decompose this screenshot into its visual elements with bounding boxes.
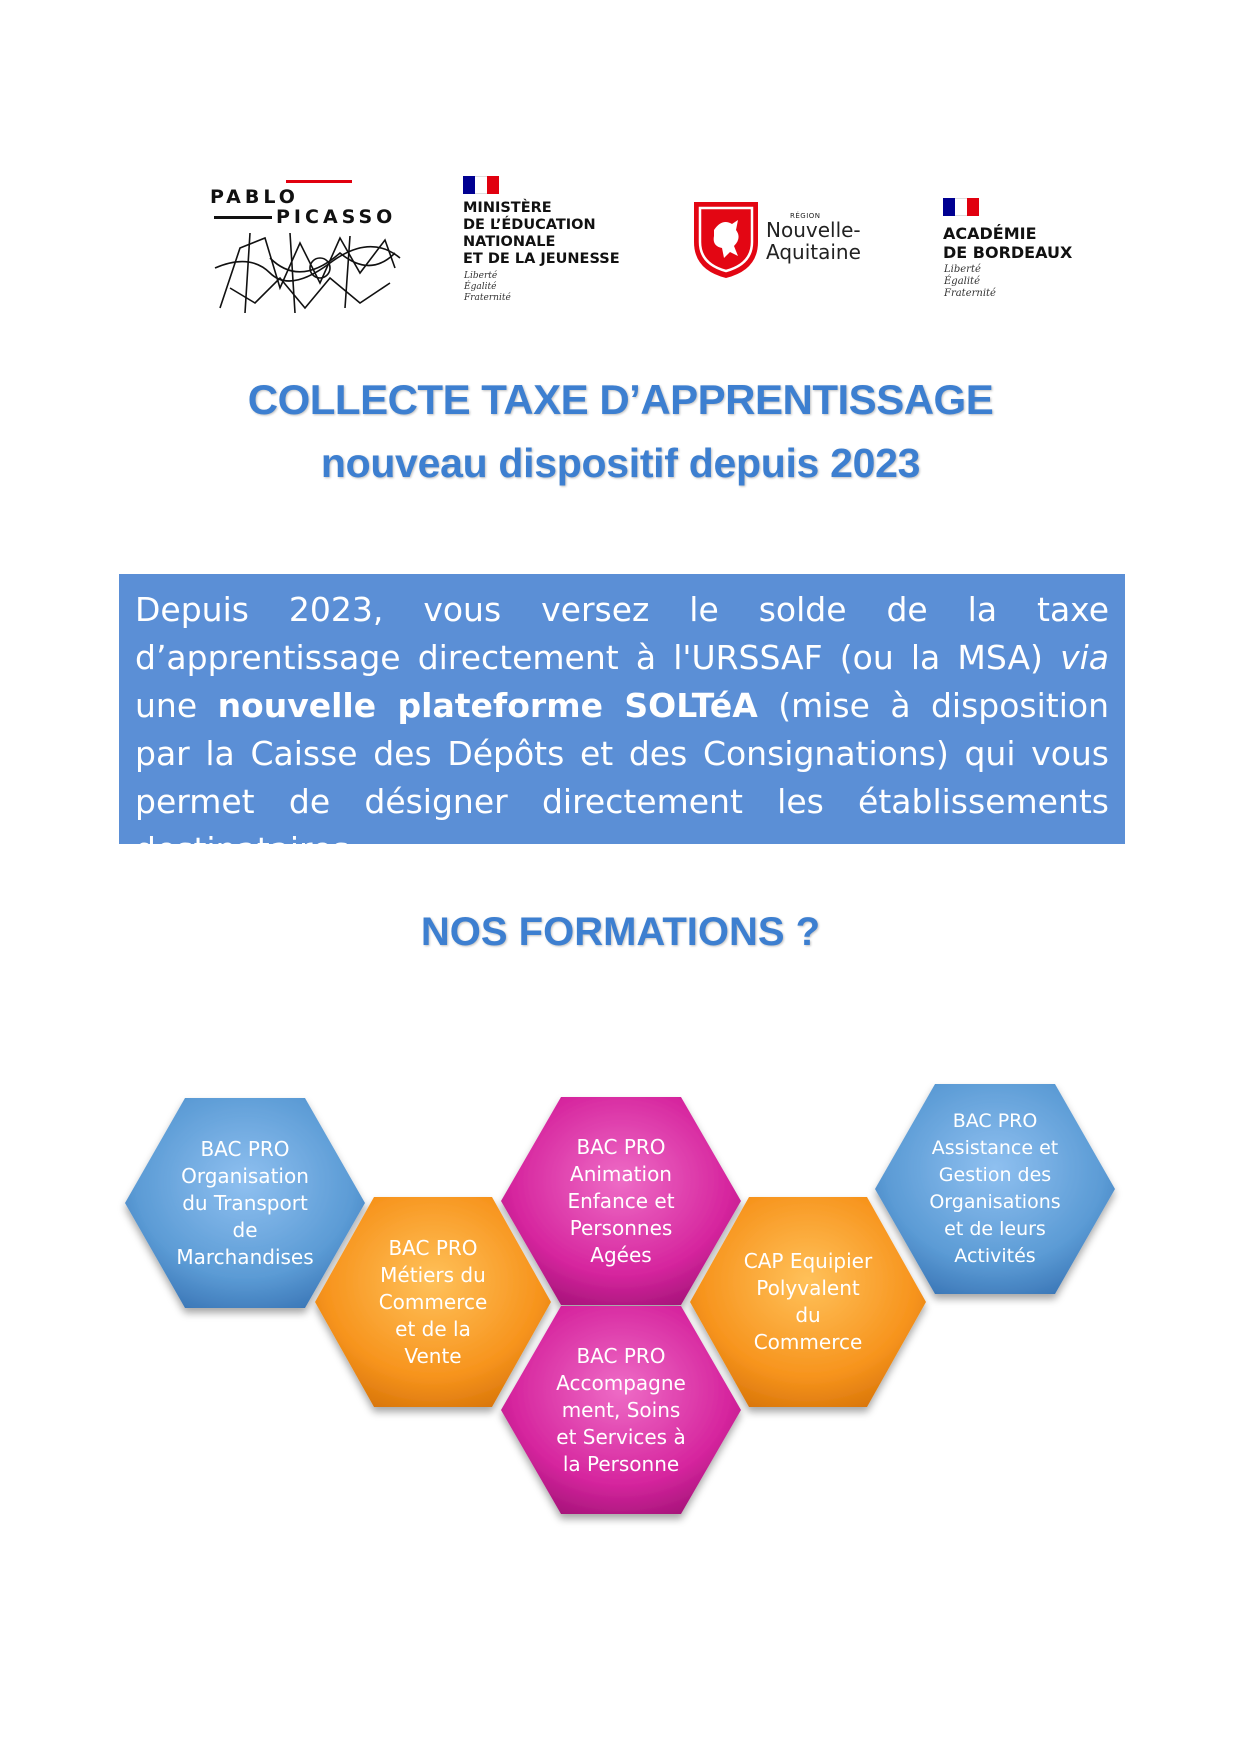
formation-line: et de leurs [944, 1218, 1046, 1240]
region-name: Nouvelle- Aquitaine [766, 218, 861, 264]
page-subtitle: nouveau dispositif depuis 2023 [320, 440, 921, 486]
formation-line: BAC PRO [576, 1134, 666, 1159]
formation-line: Assistance et [931, 1137, 1059, 1159]
formation-line: et de la [395, 1316, 471, 1341]
formation-line: BAC PRO [576, 1343, 666, 1368]
formation-line: Activités [954, 1245, 1036, 1267]
academie-motto: Liberté Égalité Fraternité [944, 264, 996, 299]
formation-line: Polyvalent [756, 1276, 860, 1300]
formation-line: la Personne [562, 1451, 680, 1476]
ministere-name: MINISTÈRE DE L’ÉDUCATION NATIONALE ET DE LA JEUNESSE [463, 200, 620, 267]
formation-line: Animation [570, 1161, 672, 1186]
formation-label-assp [521, 1343, 721, 1478]
formation-label-otm [145, 1136, 345, 1271]
logo-text-pablo: PABLO [210, 186, 299, 208]
formation-label-agora [895, 1108, 1095, 1270]
formation-line: Vente [404, 1343, 462, 1368]
formation-line: ment, Soins [561, 1397, 681, 1422]
info-text: Depuis 2023, vous versez le solde de la taxe d’apprentissage directement à l'URSSAF (ou la MSA) via une nouvelle plateforme SOLTéA (mise à disposition par la Caisse des Dépôts et des Consignations) qui vous permet de désigner directement les établissements destinataires. [135, 590, 1109, 869]
formation-line: Organisation [181, 1163, 309, 1188]
academie-name: ACADÉMIE DE BORDEAUX [943, 224, 1073, 262]
formation-line: Organisations [929, 1191, 1061, 1213]
ministere-motto: Liberté Égalité Fraternité [464, 271, 511, 303]
region-small-label: RÉGION [790, 212, 821, 220]
formation-line: Agées [590, 1242, 652, 1267]
formation-line: BAC PRO [388, 1235, 478, 1260]
formation-label-aepa [521, 1134, 721, 1269]
page-title: COLLECTE TAXE D’APPRENTISSAGE [247, 376, 994, 423]
formation-label-mcv [335, 1235, 531, 1370]
formation-line: Accompagne [556, 1370, 686, 1395]
formation-line: Commerce [753, 1330, 863, 1354]
formation-line: BAC PRO [200, 1136, 290, 1161]
formation-line: de [232, 1217, 258, 1242]
formation-line: Métiers du [380, 1262, 486, 1287]
formation-line: et Services à [556, 1424, 686, 1449]
formation-line: du Transport [182, 1190, 308, 1215]
formation-line: du [795, 1303, 821, 1327]
formation-line: Marchandises [176, 1244, 314, 1269]
formation-line: BAC PRO [952, 1110, 1038, 1132]
formation-line: Personnes [569, 1215, 673, 1240]
formation-line: Commerce [378, 1289, 488, 1314]
logo-text-picasso: PICASSO [276, 206, 397, 228]
formation-line: Enfance et [567, 1188, 675, 1213]
formation-label-epc [710, 1248, 906, 1356]
formation-line: Gestion des [938, 1164, 1052, 1186]
formation-line: CAP Equipier [743, 1249, 873, 1273]
formations-heading: NOS FORMATIONS ? [420, 910, 821, 954]
